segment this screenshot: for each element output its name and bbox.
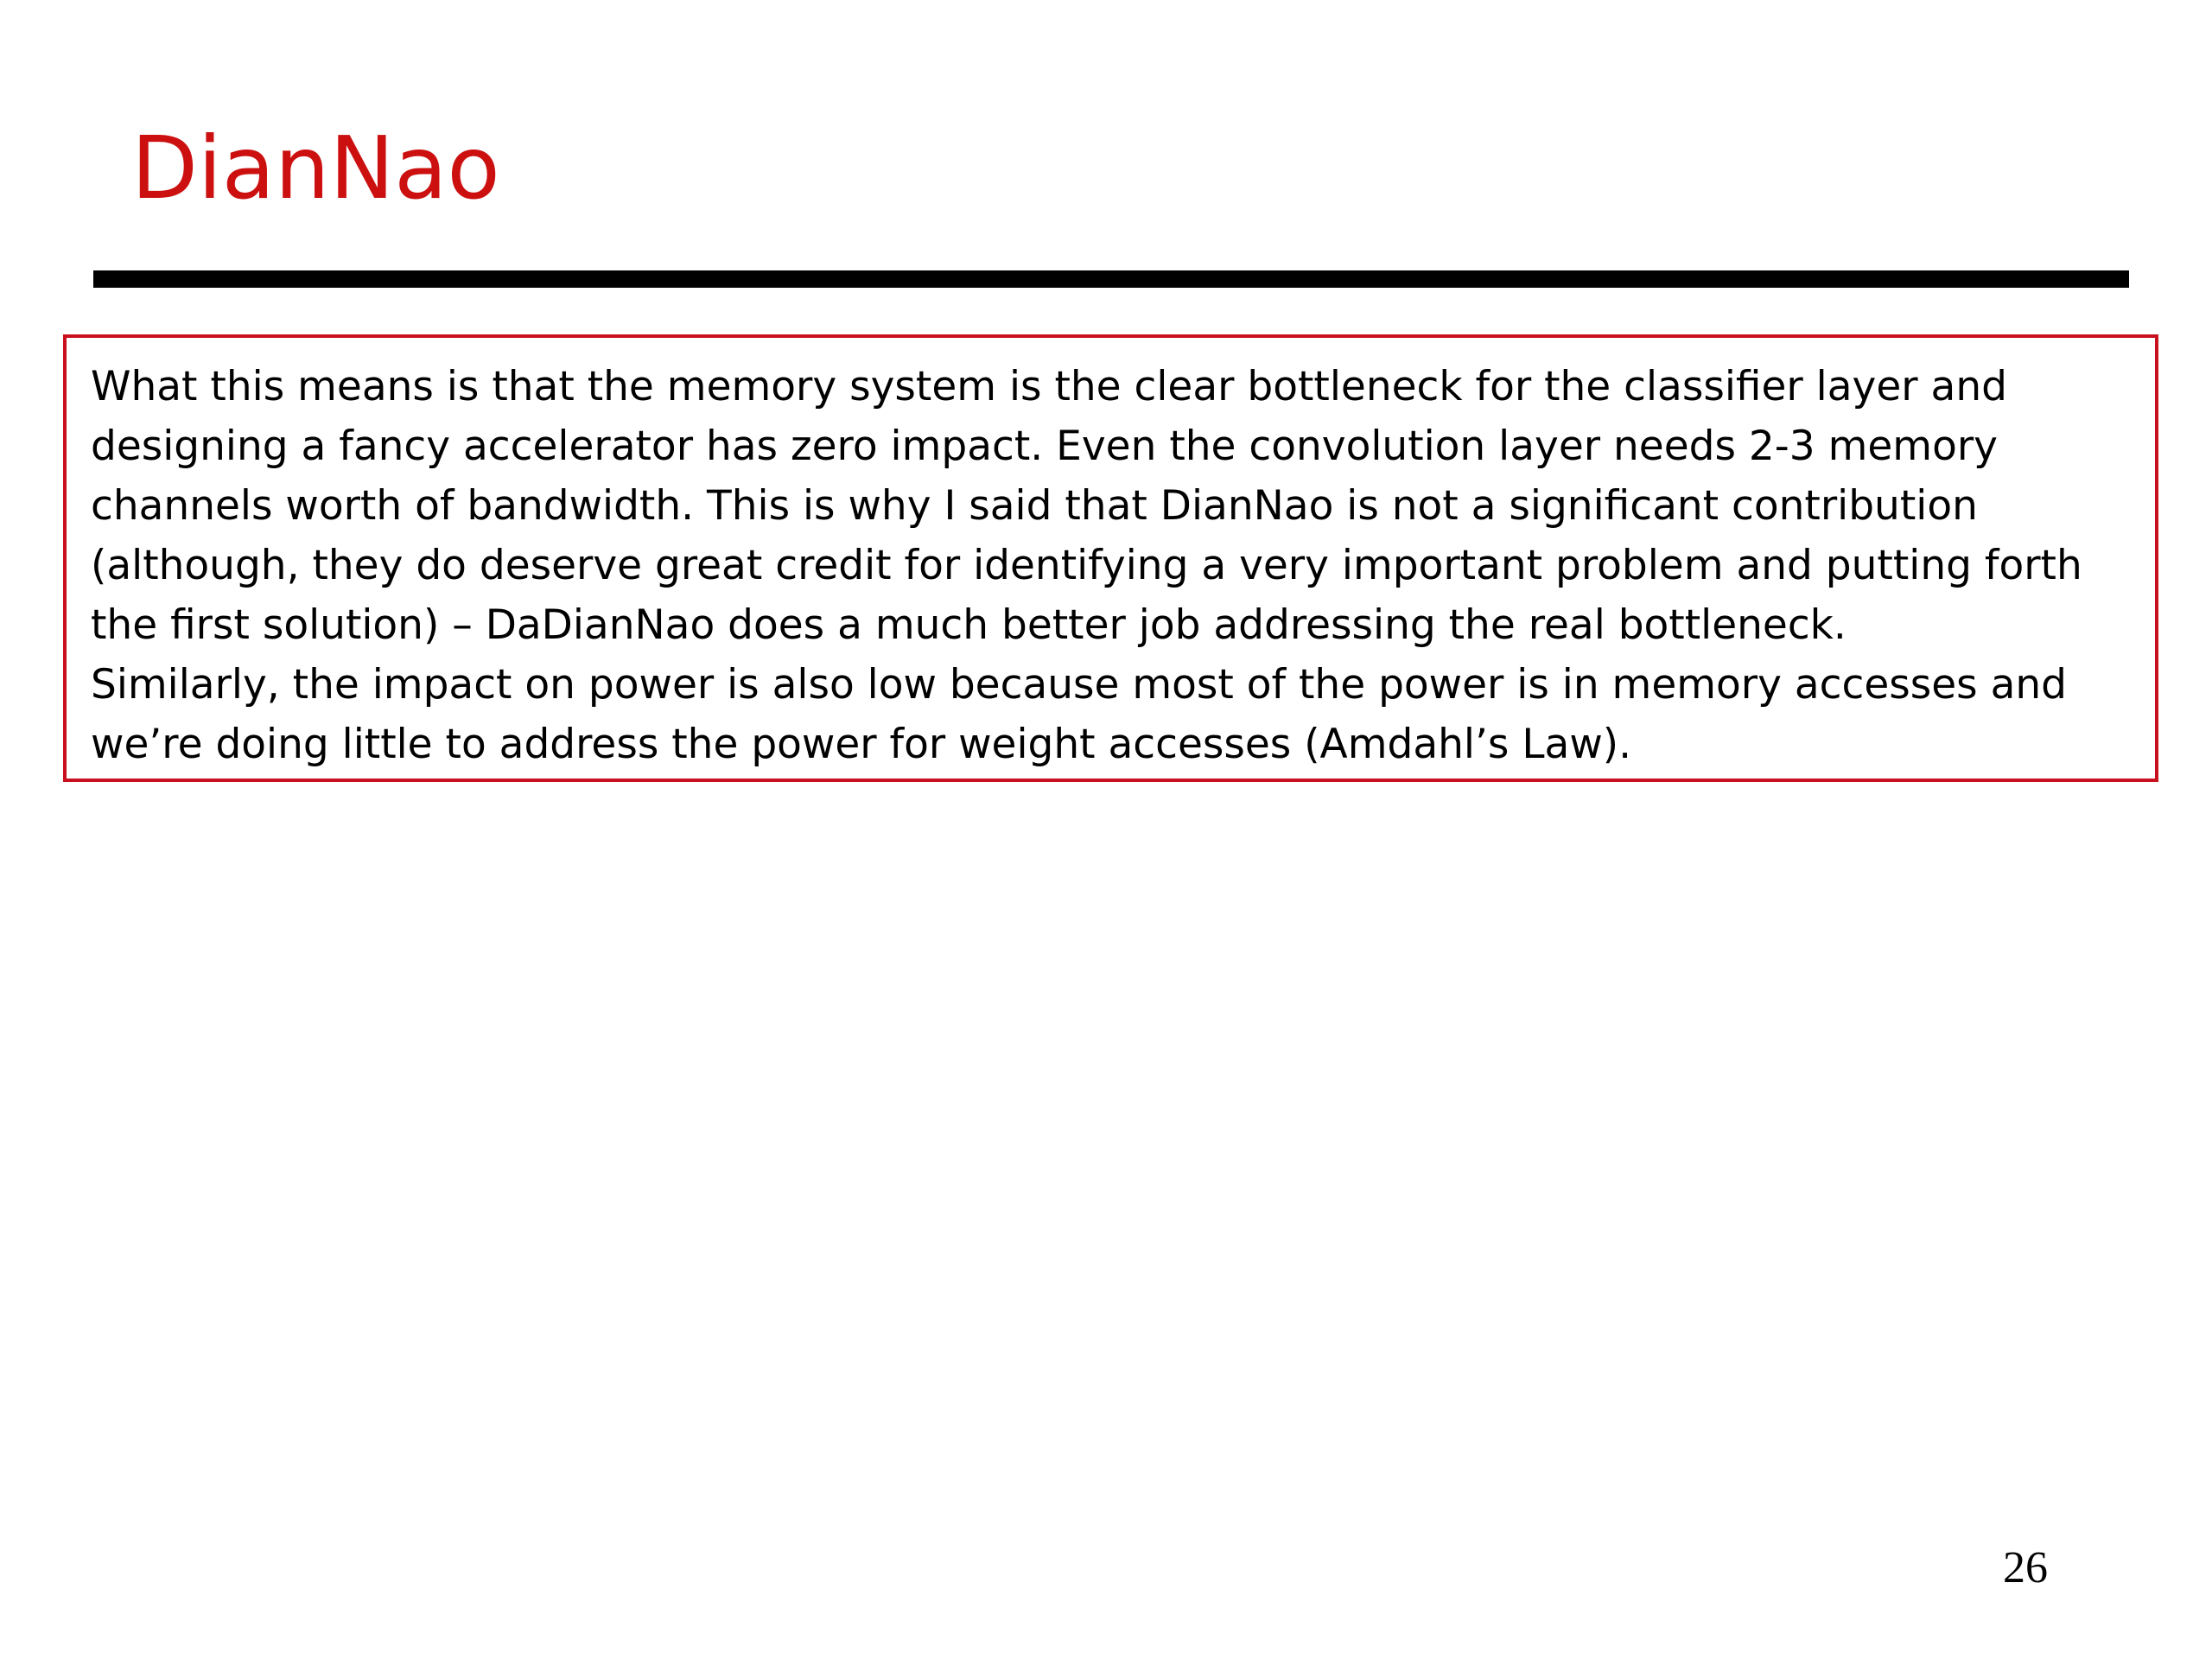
body-line-7: we’re doing little to address the power for weight accesses (Amdahl’s Law). xyxy=(91,721,1632,768)
body-text-box xyxy=(63,334,2158,782)
body-line-2: designing a fancy accelerator has zero impact. Even the convolution layer needs 2-3 memory xyxy=(91,423,1998,470)
page-number: 26 xyxy=(2003,1543,2048,1592)
slide-title: DianNao xyxy=(131,118,500,219)
body-line-1: What this means is that the memory system is the clear bottleneck for the classifier layer and xyxy=(91,363,2007,410)
body-line-4: (although, they do deserve great credit for identifying a very important problem and putting forth xyxy=(91,542,2082,589)
body-line-6: Similarly, the impact on power is also low because most of the power is in memory accesses and xyxy=(91,661,2068,709)
title-divider xyxy=(93,270,2129,288)
body-line-3: channels worth of bandwidth. This is why I said that DianNao is not a significant contribution xyxy=(91,482,1978,530)
body-line-5: the first solution) – DaDianNao does a much better job addressing the real bottleneck. xyxy=(91,601,1847,649)
